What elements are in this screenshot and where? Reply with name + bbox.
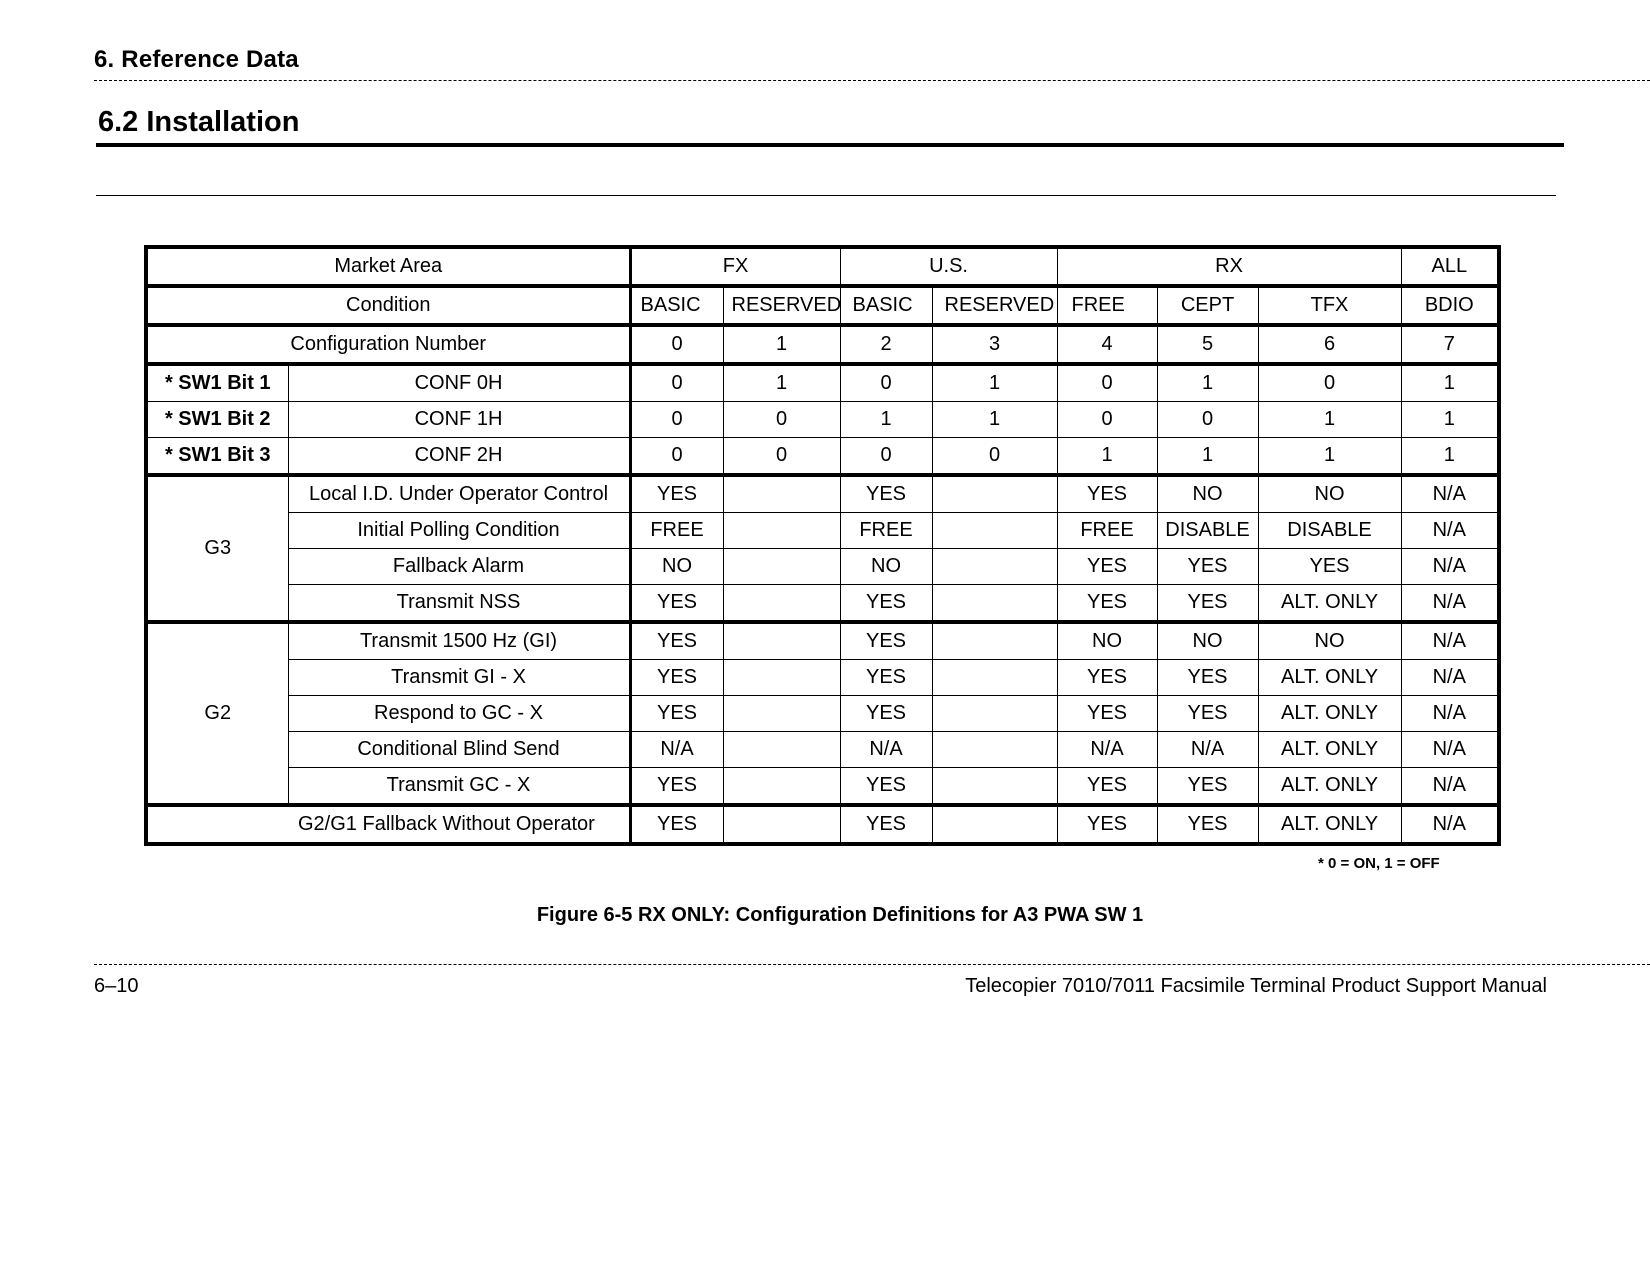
bit-value: 1 [1258,438,1401,476]
bit-value: 1 [1057,438,1157,476]
section-title: 6.2 Installation [98,106,300,138]
g3-row [146,549,1499,585]
g2-row-label: Transmit 1500 Hz (GI) [288,622,630,660]
market-area-us: U.S. [840,247,1057,286]
g2-value [723,622,840,660]
g2-row-label: Transmit GI - X [288,660,630,696]
condition-cell: BASIC [630,286,723,325]
fallback-value [723,805,840,844]
g2-value: N/A [1401,696,1499,732]
g3-value [932,475,1057,513]
g3-value [723,513,840,549]
manual-title: Telecopier 7010/7011 Facsimile Terminal Product Support Manual [965,975,1547,997]
g2-value [723,732,840,768]
g2-row [146,660,1499,696]
g2-value: YES [1057,696,1157,732]
g2-value: YES [1157,768,1258,806]
g3-value: N/A [1401,585,1499,623]
g2-value: YES [630,696,723,732]
condition-cell: BDIO [1401,286,1499,325]
figure-caption: Figure 6-5 RX ONLY: Configuration Definitions for A3 PWA SW 1 [536,904,1144,926]
g2-value: N/A [1401,768,1499,806]
fallback-value: YES [840,805,932,844]
bit-label: * SW1 Bit 2 [146,402,288,438]
g3-value: YES [1057,549,1157,585]
g3-value: NO [840,549,932,585]
bit-value: 0 [1157,402,1258,438]
bit-value: 1 [1157,438,1258,476]
bit-value: 0 [630,402,723,438]
g2-value [932,768,1057,806]
condition-cell: FREE [1057,286,1157,325]
config-number-cell: 2 [840,325,932,364]
bit-value: 0 [630,438,723,476]
bit-value: 0 [1057,364,1157,402]
fallback-label: G2/G1 Fallback Without Operator [146,805,630,844]
config-number-label: Configuration Number [146,325,630,364]
bit-value: 1 [1258,402,1401,438]
bit-row [146,438,1499,476]
g3-row-label: Local I.D. Under Operator Control [288,475,630,513]
condition-cell: RESERVED [723,286,840,325]
g2-value: YES [1157,660,1258,696]
g3-value: NO [1157,475,1258,513]
g2-value: YES [630,768,723,806]
g2-value: N/A [840,732,932,768]
g2-value: N/A [1057,732,1157,768]
g2-value: N/A [1401,622,1499,660]
g2-value: ALT. ONLY [1258,660,1401,696]
g3-value: YES [840,475,932,513]
g3-value [723,549,840,585]
section-divider-thin [96,195,1556,196]
bit-value: 1 [1401,364,1499,402]
g2-value [932,660,1057,696]
g2-value: N/A [1157,732,1258,768]
g2-value: YES [840,660,932,696]
g2-value: N/A [1401,732,1499,768]
bit-value: 1 [1401,402,1499,438]
g2-value: ALT. ONLY [1258,696,1401,732]
g2-group-label: G2 [146,622,288,805]
g3-value: N/A [1401,549,1499,585]
g2-row-label: Conditional Blind Send [288,732,630,768]
g2-value [723,660,840,696]
g3-value [932,513,1057,549]
fallback-value [932,805,1057,844]
g3-value: DISABLE [1157,513,1258,549]
fallback-value: YES [1157,805,1258,844]
g3-row [146,475,1499,513]
bit-value: 1 [932,364,1057,402]
g2-value: YES [630,622,723,660]
bit-value: 1 [1401,438,1499,476]
g3-value [723,475,840,513]
g2-value: YES [1157,696,1258,732]
bit-value: 0 [630,364,723,402]
config-number-cell: 5 [1157,325,1258,364]
g3-group-label: G3 [146,475,288,622]
market-area-fx: FX [630,247,840,286]
bit-value: 0 [840,438,932,476]
g3-value: DISABLE [1258,513,1401,549]
g3-value: N/A [1401,513,1499,549]
g3-value: YES [1057,475,1157,513]
g2-value: N/A [630,732,723,768]
bit-label: * SW1 Bit 1 [146,364,288,402]
condition-cell: TFX [1258,286,1401,325]
g3-value: YES [630,475,723,513]
g3-value: YES [1057,585,1157,623]
g2-row [146,732,1499,768]
g3-value [723,585,840,623]
bit-conf: CONF 0H [288,364,630,402]
g2-value: YES [1057,768,1157,806]
g2-value: ALT. ONLY [1258,768,1401,806]
condition-label: Condition [146,286,630,325]
g3-value: FREE [630,513,723,549]
condition-cell: RESERVED [932,286,1057,325]
g2-row [146,768,1499,806]
g2-value: ALT. ONLY [1258,732,1401,768]
bit-row [146,364,1499,402]
fallback-value: YES [1057,805,1157,844]
bit-value: 1 [723,364,840,402]
g2-row [146,696,1499,732]
fallback-value: ALT. ONLY [1258,805,1401,844]
g2-row [146,622,1499,660]
g2-value: NO [1157,622,1258,660]
config-number-cell: 0 [630,325,723,364]
chapter-divider [94,80,1650,81]
bit-value: 1 [932,402,1057,438]
market-area-all: ALL [1401,247,1499,286]
g3-row-label: Transmit NSS [288,585,630,623]
chapter-title: 6. Reference Data [94,46,299,73]
section-divider-thick [96,143,1564,147]
config-number-cell: 7 [1401,325,1499,364]
g2-value: YES [840,696,932,732]
g3-row [146,585,1499,623]
g3-value: YES [630,585,723,623]
bit-value: 0 [840,364,932,402]
bit-value: 0 [723,402,840,438]
g3-value: YES [1258,549,1401,585]
config-number-cell: 3 [932,325,1057,364]
market-area-rx: RX [1057,247,1401,286]
market-area-label: Market Area [146,247,630,286]
g3-row-label: Initial Polling Condition [288,513,630,549]
g2-value: YES [630,660,723,696]
bit-value: 0 [1258,364,1401,402]
config-number-row [146,325,1499,364]
table-footnote: * 0 = ON, 1 = OFF [1318,855,1440,872]
fallback-value: N/A [1401,805,1499,844]
bit-value: 1 [840,402,932,438]
config-number-cell: 6 [1258,325,1401,364]
g2-value: N/A [1401,660,1499,696]
configuration-table [144,245,1501,846]
g3-value: YES [1157,585,1258,623]
config-number-cell: 4 [1057,325,1157,364]
bit-conf: CONF 2H [288,438,630,476]
market-area-row [146,247,1499,286]
bit-label: * SW1 Bit 3 [146,438,288,476]
g2-value: NO [1258,622,1401,660]
bit-conf: CONF 1H [288,402,630,438]
g2-value [723,768,840,806]
bit-value: 0 [932,438,1057,476]
g3-value: ALT. ONLY [1258,585,1401,623]
g2-value [723,696,840,732]
g3-value: YES [1157,549,1258,585]
g2-value: YES [1057,660,1157,696]
config-number-cell: 1 [723,325,840,364]
condition-row [146,286,1499,325]
g2-value [932,732,1057,768]
g2-value [932,622,1057,660]
condition-cell: CEPT [1157,286,1258,325]
g2-value: YES [840,768,932,806]
g3-row-label: Fallback Alarm [288,549,630,585]
bit-value: 0 [1057,402,1157,438]
bit-value: 1 [1157,364,1258,402]
g3-value [932,585,1057,623]
fallback-value: YES [630,805,723,844]
g2-value: YES [840,622,932,660]
g3-value: NO [630,549,723,585]
g2-row-label: Transmit GC - X [288,768,630,806]
g3-value: NO [1258,475,1401,513]
condition-cell: BASIC [840,286,932,325]
g2-value: NO [1057,622,1157,660]
bit-value: 0 [723,438,840,476]
page-number: 6–10 [94,975,139,997]
g3-value: FREE [1057,513,1157,549]
g3-value: FREE [840,513,932,549]
g2-value [932,696,1057,732]
footer-divider [94,964,1650,965]
g3-row [146,513,1499,549]
g2-row-label: Respond to GC - X [288,696,630,732]
g3-value: YES [840,585,932,623]
g3-value [932,549,1057,585]
g3-value: N/A [1401,475,1499,513]
fallback-row [146,805,1499,844]
bit-row [146,402,1499,438]
